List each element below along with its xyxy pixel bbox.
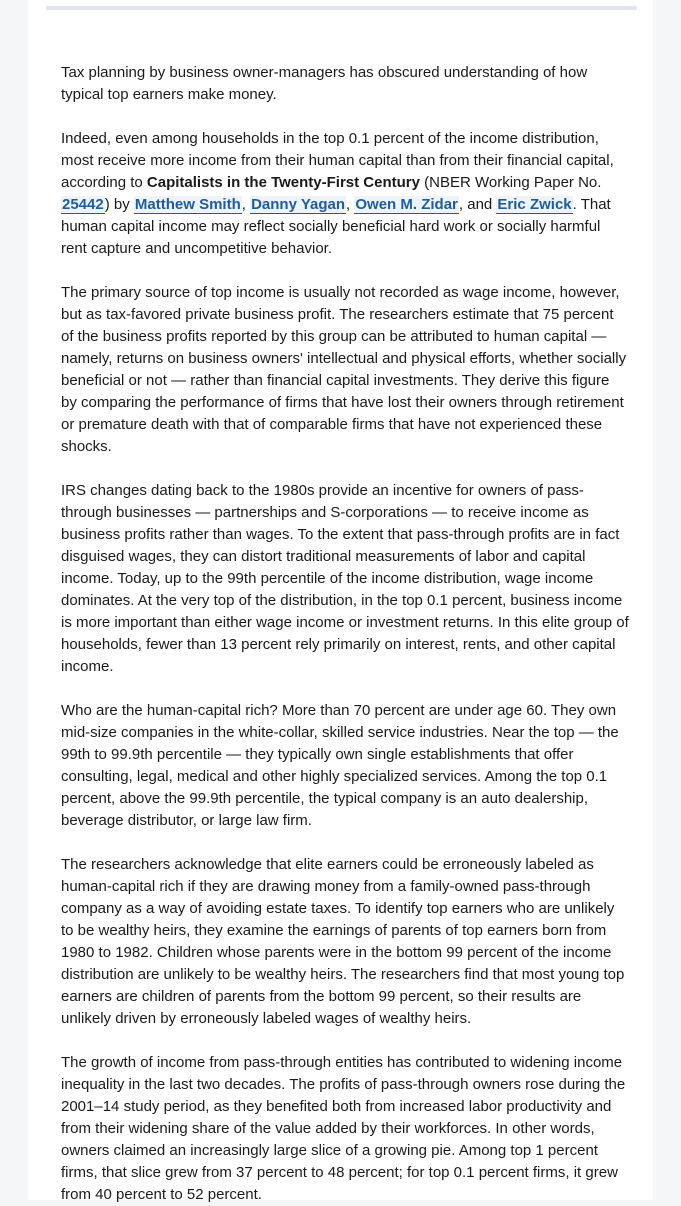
citation-text-1: Indeed, even among households in the top 0.1 percent of the income distribution, most receive more income from their human capital than from their financial capital, according to: [61, 130, 614, 191]
author-separator: , and: [458, 196, 497, 213]
author-link-danny-yagan[interactable]: Danny Yagan: [251, 196, 346, 213]
author-separator: ,: [346, 196, 355, 213]
citation-text-3: ) by: [104, 196, 134, 213]
paragraph-human-capital-rich: Who are the human-capital rich? More than 70 percent are under age 60. They own mid-size companies in the white-collar, skilled service industries. Near the top — the 99th to 99.9th percentile — they typically own single establishments that offer consulting, legal, medical and other highly specialized services. Among the top 0.1 percent, above the 99.9th percentile, the typical company is an auto dealership, beverage distributor, or large law firm.: [61, 702, 619, 829]
author-link-matthew-smith[interactable]: Matthew Smith: [134, 196, 241, 213]
author-link-eric-zwick[interactable]: Eric Zwick: [497, 196, 572, 213]
paper-title: Capitalists in the Twenty-First Century: [146, 174, 420, 191]
paragraph-intro: Tax planning by business owner-managers has obscured understanding of how typical top earners make money.: [61, 64, 588, 103]
paragraph-income-growth: The growth of income from pass-through entities has contributed to widening income inequality in the last two decades. The profits of pass-through owners rose during the 2001–14 study period, as they benefited both from increased labor productivity and from their widening share of the value added by their workforces. In other words, owners claimed an increasingly large slice of a growing pie. Among top 1 percent firms, that slice grew from 37 percent to 48 percent; for top 0.1 percent firms, it grew from 40 percent to 52 percent.: [61, 1054, 626, 1203]
citation-text-4: . That human capital income may reflect socially beneficial hard work or socially harmful rent capture and uncompetitive behavior.: [61, 196, 611, 257]
header-divider: [46, 6, 637, 10]
paragraph-citation: [61, 128, 629, 260]
paragraph-business-profit: The primary source of top income is usually not recorded as wage income, however, but as tax-favored private business profit. The researchers estimate that 75 percent of the business profits reported by this group can be attributed to human capital — namely, returns on business owners' intellectual and physical efforts, whether socially beneficial or not — rather than financial capital investments. They derive this figure by comparing the performance of firms that have lost their owners through retirement or premature death with that of comparable firms that have not experienced these shocks.: [61, 284, 627, 455]
paper-number-link[interactable]: 25442: [62, 196, 104, 213]
paragraph-wealthy-heirs: The researchers acknowledge that elite earners could be erroneously labeled as human-capital rich if they are drawing money from a family-owned pass-through company as a way of avoiding estate taxes. To identify top earners who are unlikely to be wealthy heirs, they examine the earnings of parents of top earners born from 1980 to 1982. Children whose parents were in the bottom 99 percent of the income distribution are unlikely to be wealthy heirs. The researchers find that most young top earners are children of parents from the bottom 99 percent, so their results are unlikely driven by erroneously labeled wages of wealthy heirs.: [61, 856, 625, 1027]
author-link-owen-zidar[interactable]: Owen M. Zidar: [355, 196, 458, 213]
author-separator: ,: [241, 196, 251, 213]
paragraph-irs-changes: IRS changes dating back to the 1980s provide an incentive for owners of pass-through businesses — partnerships and S-corporations — to receive income as business profits rather than wages. To the extent that pass-through profits are in fact disguised wages, they can distort traditional measurements of labor and capital income. Today, up to the 99th percentile of the income distribution, wage income dominates. At the very top of the distribution, in the top 0.1 percent, business income is more important than either wage income or investment returns. In this elite group of households, fewer than 13 percent rely primarily on interest, rents, and other capital income.: [61, 482, 629, 675]
article-body: [61, 62, 629, 1206]
article-page: [28, 0, 653, 1203]
citation-text-2: (NBER Working Paper No.: [419, 174, 602, 191]
